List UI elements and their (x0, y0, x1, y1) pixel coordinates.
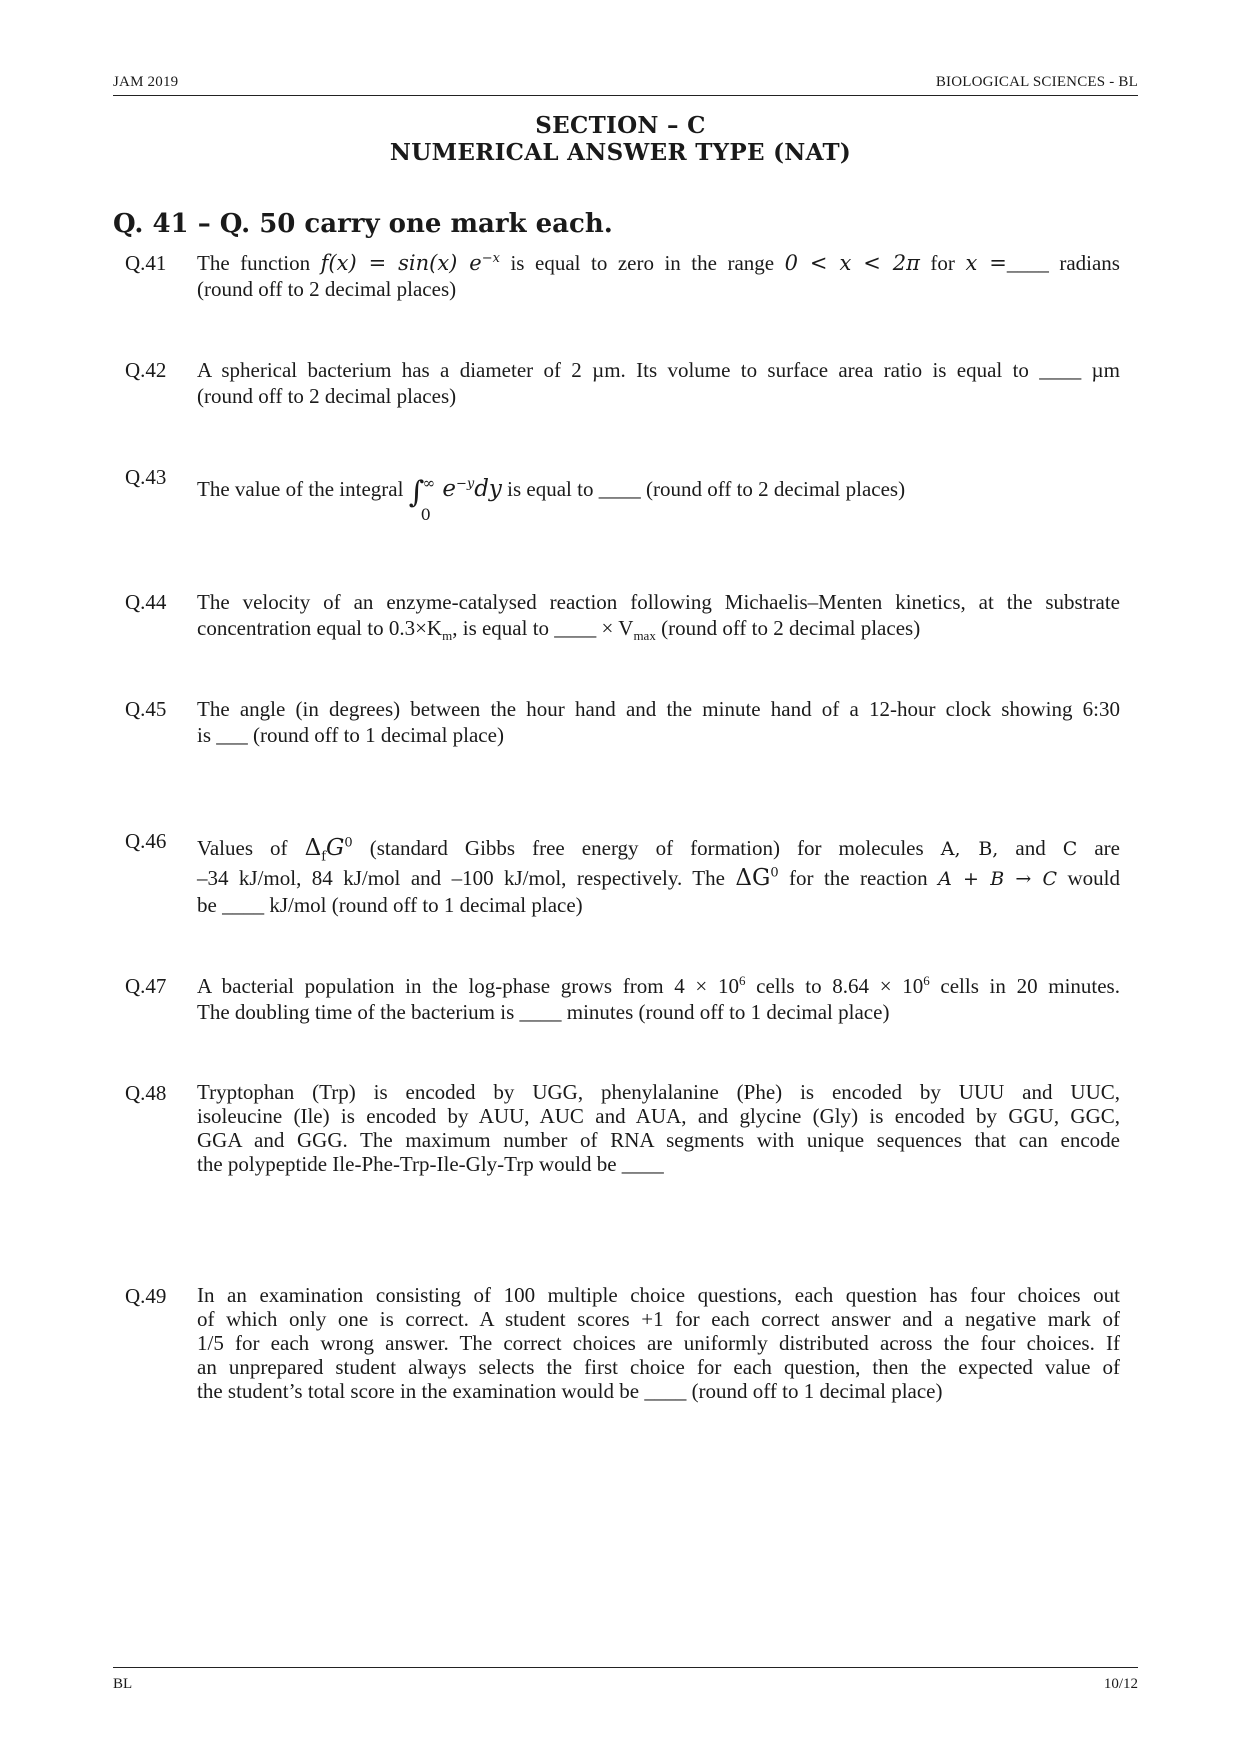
question-line: 1/5 for each wrong answer. The correct choices are uniformly distributed across the four choices. If (197, 1331, 1120, 1355)
question-number: Q.49 (125, 1284, 167, 1308)
question-line: Tryptophan (Trp) is encoded by UGG, phenylalanine (Phe) is encoded by UUU and UUC, (197, 1080, 1120, 1104)
question-number: Q.43 (125, 465, 167, 489)
question-line: The value of the integral ∫ ∞ 0 $e^{-y}dy$ is equal to ____ (round off to 2 decimal places) (197, 474, 906, 524)
question-text (197, 1080, 1120, 1176)
question-line: A bacterial population in the log-phase grows from $4 \times 10^6$ cells to $8.64 \times 10^6$ cells in 20 minutes. (197, 973, 1120, 998)
question-number: Q.44 (125, 590, 167, 614)
question-number: Q.47 (125, 974, 167, 998)
question-line: (round off to 2 decimal places) (197, 384, 457, 408)
question-text (197, 1283, 1120, 1403)
paper-code: BL (113, 1676, 133, 1692)
question-text (197, 589, 1120, 644)
question-line: an unprepared student always selects the first choice for each question, then the expected value of (197, 1355, 1120, 1379)
question-line: is ___ (round off to 1 decimal place) (197, 723, 504, 747)
question-text (197, 696, 1120, 748)
question-text (197, 357, 1120, 409)
question-line: –34 kJ/mol, 84 kJ/mol and –100 kJ/mol, respectively. The $\Delta G^0$ for the reaction A + B → C would (197, 865, 1120, 891)
question-number: Q.42 (125, 358, 167, 382)
question-line: In an examination consisting of 100 multiple choice questions, each question has four choices out (197, 1283, 1120, 1307)
question-line: concentration equal to $0.3\times K_m$, is equal to ____ × $V_{max}$ (round off to 2 decimal places) (197, 616, 921, 644)
question-text (197, 474, 1120, 524)
question-text (197, 833, 1120, 918)
question-line: A spherical bacterium has a diameter of 2 µm. Its volume to surface area ratio is equal to ____ µm (197, 358, 1120, 382)
question-line: the polypeptide Ile-Phe-Trp-Ile-Gly-Trp would be ____ (197, 1152, 664, 1176)
question-text (197, 973, 1120, 1025)
question-line: be ____ kJ/mol (round off to 1 decimal place) (197, 893, 583, 917)
question-line: The doubling time of the bacterium is ____ minutes (round off to 1 decimal place) (197, 1000, 890, 1024)
question-line: (round off to 2 decimal places) (197, 277, 457, 301)
question-line: of which only one is correct. A student scores +1 for each correct answer and a negative mark of (197, 1307, 1120, 1331)
section-subtitle: NUMERICAL ANSWER TYPE (NAT) (389, 139, 852, 166)
question-number: Q.45 (125, 697, 167, 721)
question-number: Q.41 (125, 251, 167, 275)
question-text (197, 250, 1120, 302)
section-label: SECTION – C (535, 112, 706, 139)
integral-symbol: ∫ ∞ 0 (408, 474, 436, 524)
marks-heading: Q. 41 – Q. 50 carry one mark each. (113, 209, 613, 239)
question-line: GGA and GGG. The maximum number of RNA segments with unique sequences that can encode (197, 1128, 1120, 1152)
question-line: The function f(x) = sin(x) $e^{-x}$ is equal to zero in the range 0 < x < 2π for x =____ radians (197, 251, 1120, 275)
question-line: the student’s total score in the examination would be ____ (round off to 1 decimal place) (197, 1379, 943, 1403)
page-header (113, 74, 1138, 96)
question-line: The angle (in degrees) between the hour hand and the minute hand of a 12-hour clock showing 6:30 (197, 697, 1120, 721)
question-number: Q.48 (125, 1081, 167, 1105)
page-number: 10/12 (1103, 1676, 1138, 1692)
exam-name: JAM 2019 (113, 74, 179, 90)
paper-name: BIOLOGICAL SCIENCES - BL (935, 74, 1138, 90)
question-number: Q.46 (125, 829, 167, 853)
page-footer (113, 1667, 1138, 1693)
section-title (0, 112, 1241, 166)
question-line: Values of $\Delta_fG^0$ (standard Gibbs free energy of formation) for molecules A, B, and C are (197, 835, 1120, 865)
question-line: isoleucine (Ile) is encoded by AUU, AUC and AUA, and glycine (Gly) is encoded by GGU, GGC, (197, 1104, 1120, 1128)
question-line: The velocity of an enzyme-catalysed reaction following Michaelis–Menten kinetics, at the substrate (197, 590, 1120, 614)
